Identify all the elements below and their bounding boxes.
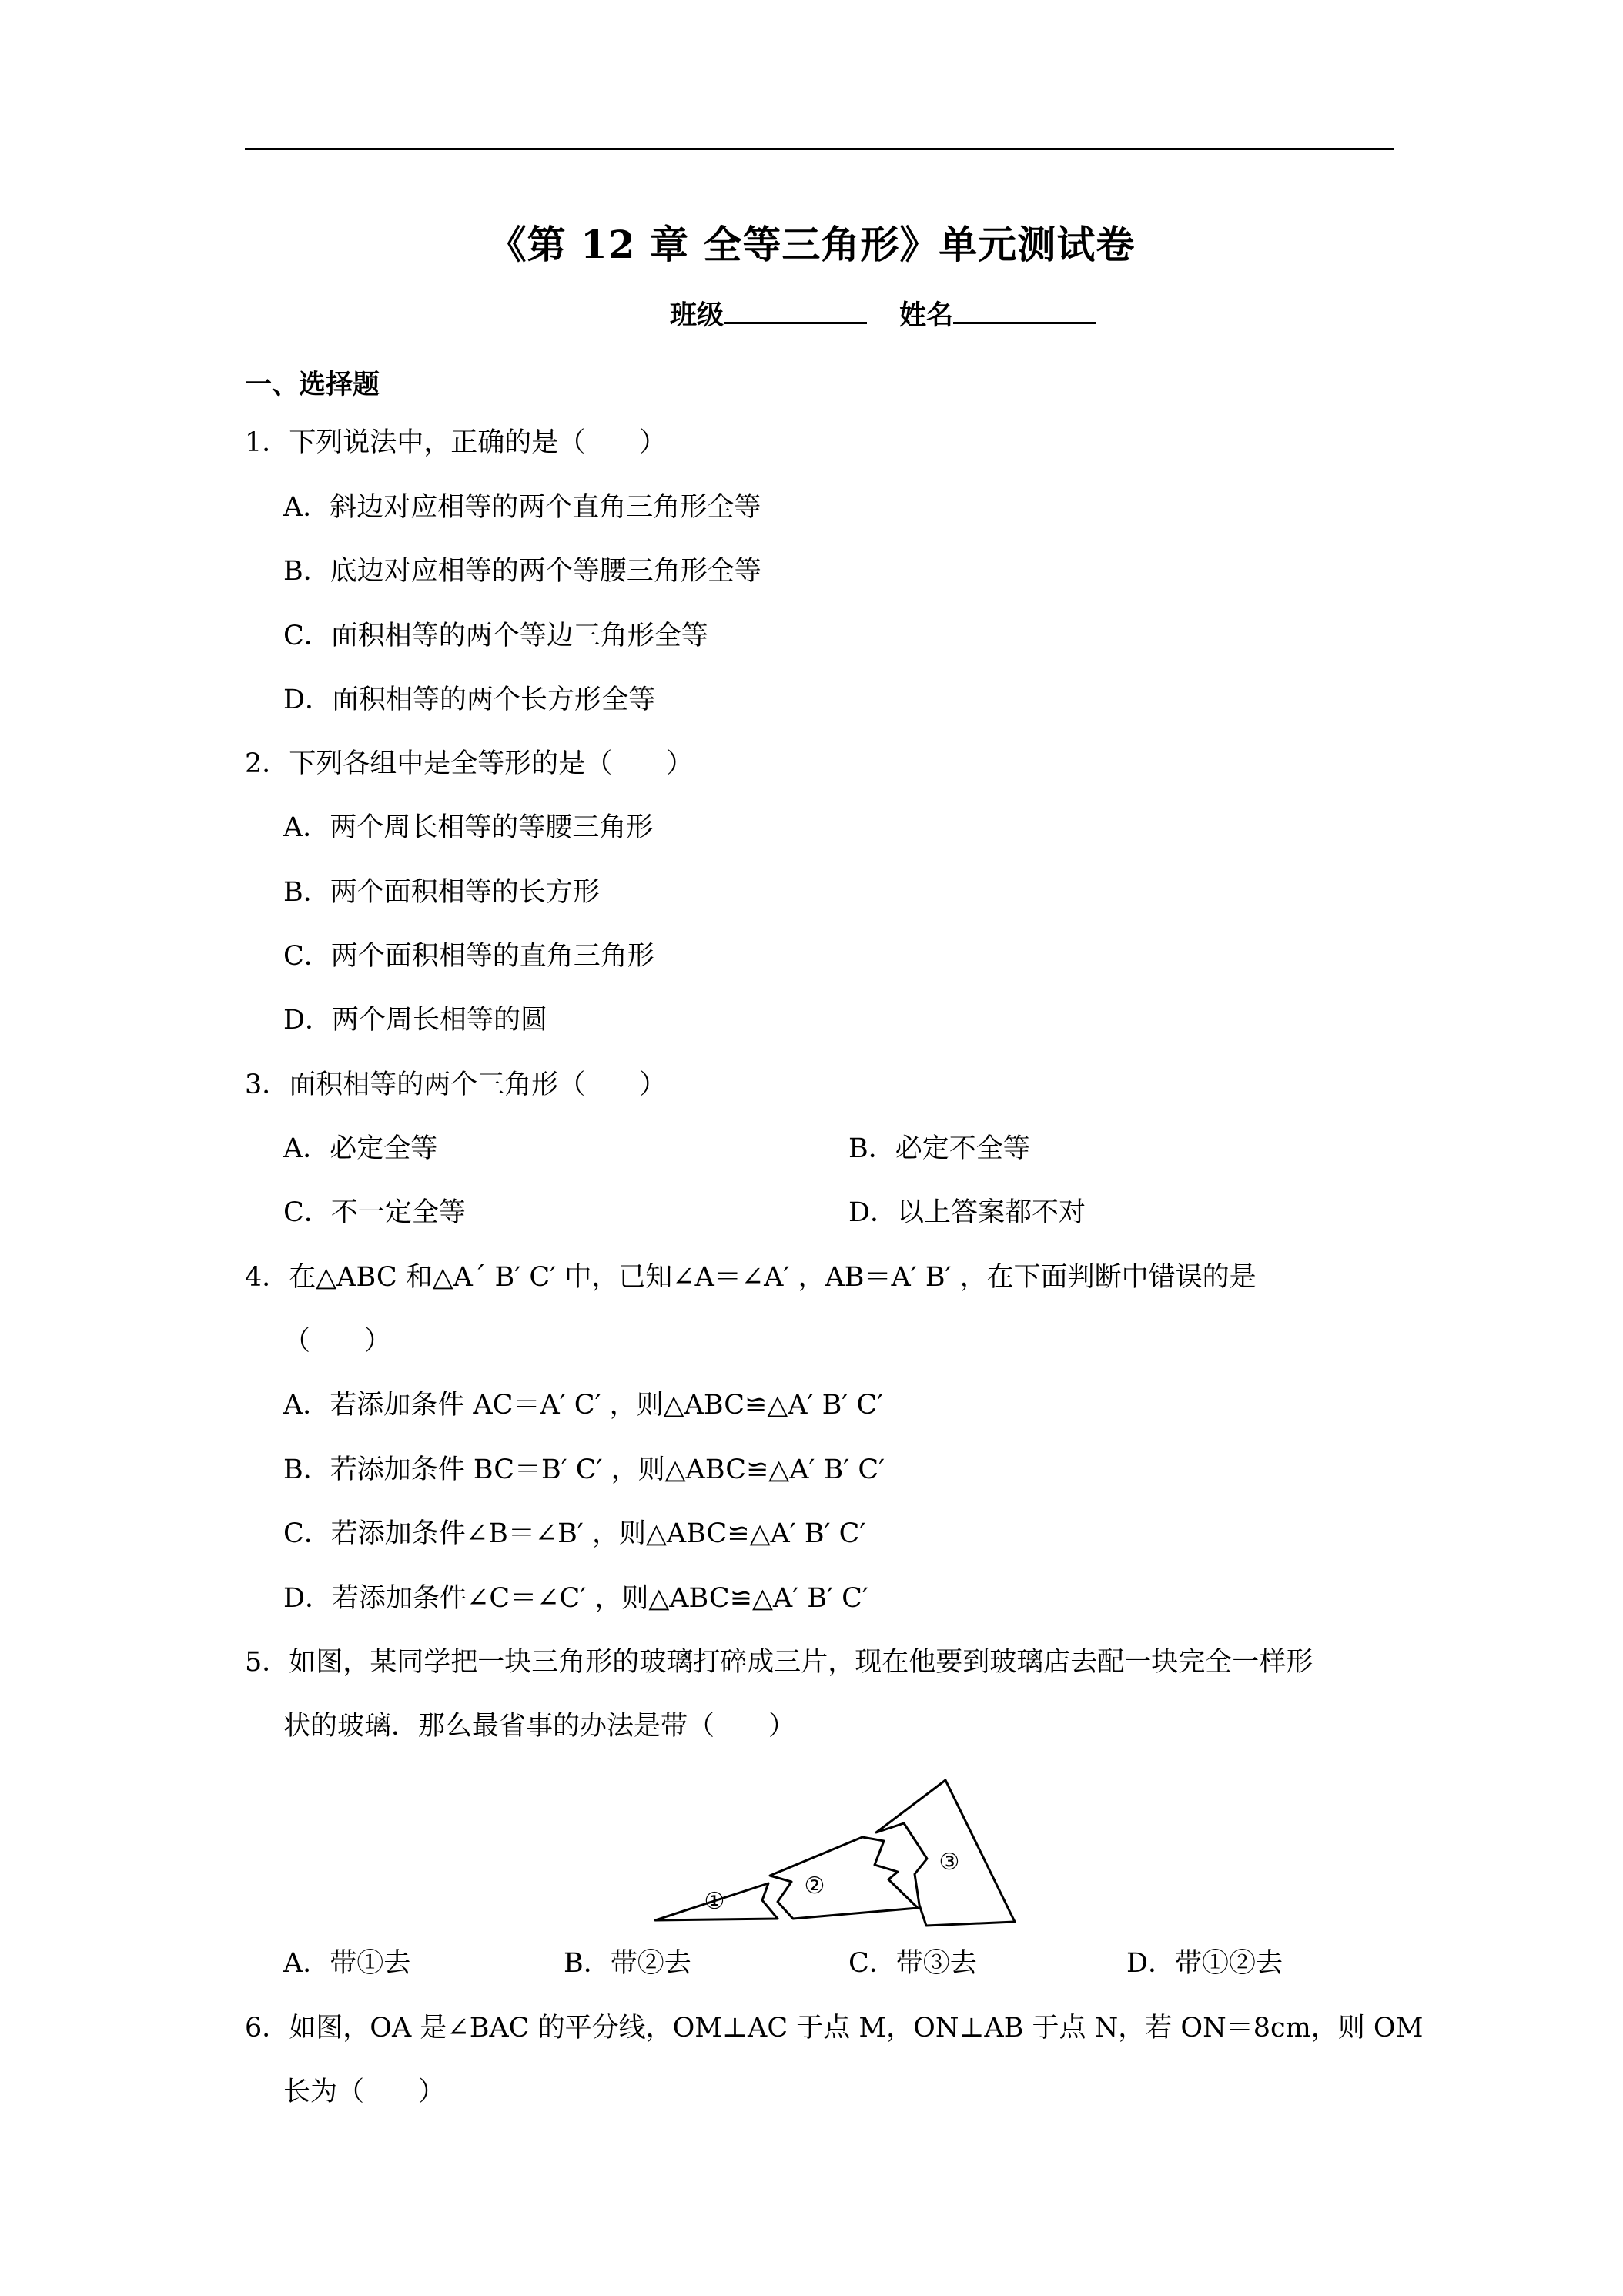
question-5-stem: 5．如图，某同学把一块三角形的玻璃打碎成三片，现在他要到玻璃店去配一块完全一样形 xyxy=(245,1647,1313,1678)
question-5-option-c: C．带③去 xyxy=(848,1948,977,1979)
student-info xyxy=(670,294,1096,333)
question-4-stem: 4．在△ABC 和△A´ B′ C′ 中，已知∠A＝∠A′ ，AB＝A′ B′ ，在下面判断中错误的是 xyxy=(245,1262,1257,1293)
broken-glass-figure xyxy=(653,1768,1026,1930)
question-4-option-a: A．若添加条件 AC＝A′ C′ ，则△ABC≌△A′ B′ C′ xyxy=(283,1390,884,1421)
question-1-option-d: D．面积相等的两个长方形全等 xyxy=(283,684,656,715)
class-blank[interactable] xyxy=(724,299,867,324)
question-2-stem: 2．下列各组中是全等形的是（ ） xyxy=(245,748,694,779)
piece-2-label: ② xyxy=(804,1873,825,1899)
question-5-option-b: B．带②去 xyxy=(564,1948,691,1979)
question-4-option-c: C．若添加条件∠B＝∠B′ ，则△ABC≌△A′ B′ C′ xyxy=(283,1518,866,1549)
question-2-option-b: B．两个面积相等的长方形 xyxy=(283,877,600,908)
question-6-stem-cont: 长为（ ） xyxy=(283,2077,446,2107)
question-3-option-a: A．必定全等 xyxy=(283,1133,438,1164)
question-4-stem-cont: （ ） xyxy=(283,1326,392,1357)
question-1-stem: 1．下列说法中，正确的是（ ） xyxy=(245,427,667,458)
question-3-option-d: D．以上答案都不对 xyxy=(848,1197,1086,1228)
question-1-option-c: C．面积相等的两个等边三角形全等 xyxy=(283,621,708,651)
question-4-option-b: B．若添加条件 BC＝B′ C′ ，则△ABC≌△A′ B′ C′ xyxy=(283,1454,885,1485)
question-5-option-d: D．带①②去 xyxy=(1126,1948,1283,1979)
header-rule xyxy=(245,148,1394,150)
piece-3-label: ③ xyxy=(939,1849,960,1876)
question-2-option-c: C．两个面积相等的直角三角形 xyxy=(283,941,654,972)
name-blank[interactable] xyxy=(953,299,1096,324)
piece-1-label: ① xyxy=(704,1888,725,1915)
question-3-option-c: C．不一定全等 xyxy=(283,1197,466,1228)
question-5-stem-cont: 状的玻璃．那么最省事的办法是带（ ） xyxy=(283,1711,796,1742)
name-label: 姓名 xyxy=(899,300,954,331)
class-label: 班级 xyxy=(670,300,724,331)
section-title: 一、选择题 xyxy=(245,369,380,400)
page-title: 《第 12 章 全等三角形》单元测试卷 xyxy=(487,222,1136,267)
question-3-option-b: B．必定不全等 xyxy=(848,1133,1030,1164)
question-1-option-b: B．底边对应相等的两个等腰三角形全等 xyxy=(283,556,761,587)
question-2-option-d: D．两个周长相等的圆 xyxy=(283,1005,548,1036)
question-5-option-a: A．带①去 xyxy=(283,1948,411,1979)
question-3-stem: 3．面积相等的两个三角形（ ） xyxy=(245,1069,667,1100)
question-4-option-d: D．若添加条件∠C＝∠C′ ，则△ABC≌△A′ B′ C′ xyxy=(283,1583,868,1614)
question-6-stem: 6．如图，OA 是∠BAC 的平分线，OM⊥AC 于点 M，ON⊥AB 于点 N，若 ON＝8cm，则 OM xyxy=(245,2013,1424,2043)
question-1-option-a: A．斜边对应相等的两个直角三角形全等 xyxy=(283,492,761,523)
question-2-option-a: A．两个周长相等的等腰三角形 xyxy=(283,812,654,843)
glass-piece-2 xyxy=(770,1837,918,1919)
